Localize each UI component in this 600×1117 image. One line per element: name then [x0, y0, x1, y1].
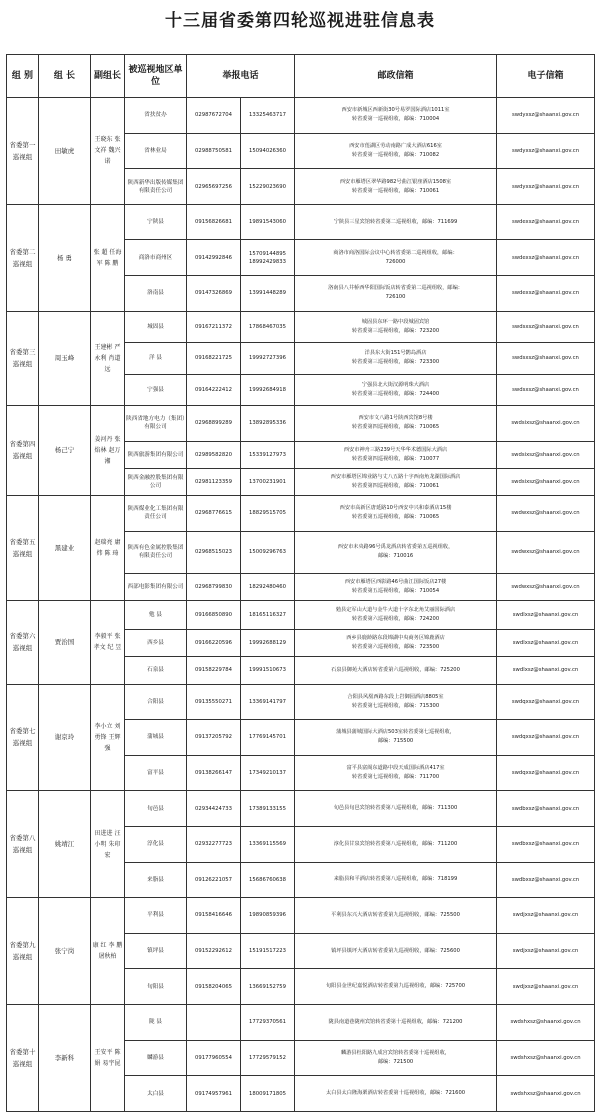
mail-cell [295, 343, 497, 374]
mobile-cell: 19992727396 [241, 343, 295, 374]
email-cell: swdwxsz@shaanxi.gov.cn [497, 531, 595, 573]
table-row [7, 898, 595, 934]
tel-cell: 09135550271 [187, 684, 241, 720]
mail-address: 淳化县甘泉宾馆转省委第八巡视组收，邮编：711200 [333, 840, 458, 847]
mobile-cell: 18292480460 [241, 573, 295, 600]
mail-address: 西乡县鹿龄路东段锦湖中央商务区锦鹿酒店 [346, 635, 445, 642]
deputy-cell: 王晓东 张文祥 魏兴诺 [91, 98, 125, 205]
unit-cell: 西部电影集团有限公司 [125, 573, 187, 600]
unit-cell: 陕西新华出版传媒集团有限责任公司 [125, 169, 187, 205]
email-cell: swdlxsz@shaanxi.gov.cn [497, 600, 595, 629]
email-cell: swdyxsz@shaanxi.gov.cn [497, 169, 595, 205]
mail-recipient: 转省委第四巡视组收，邮编：710065 [351, 424, 440, 431]
email-cell: swdexsz@shaanxi.gov.cn [497, 204, 595, 240]
email-cell: swdshxsz@shaanxi.gov.cn [497, 1040, 595, 1076]
mobile-cell: 18009171805 [241, 1076, 295, 1112]
leader-cell: 姚靖江 [39, 791, 91, 898]
group-name-cell: 省委第四巡视组 [7, 405, 39, 495]
mail-address: 西安市神舟三路239号天华华术德国际大酒店 [343, 446, 448, 453]
tel-cell: 02968799830 [187, 573, 241, 600]
tel-cell [187, 1005, 241, 1041]
mail-address: 洋县东大街151号鹮岛酒店 [364, 350, 427, 357]
mail-cell [295, 657, 497, 684]
mail-address: 旬邑县旬邑宾馆转省委第八巡视组收，邮编：711300 [333, 805, 458, 812]
email-cell: swdsixsz@shaanxi.gov.cn [497, 441, 595, 468]
mobile-cell: 18829515705 [241, 496, 295, 532]
unit-cell: 旬阳县 [125, 969, 187, 1005]
mobile-cell: 13991448289 [241, 276, 295, 312]
deputy-cell: 王安平 陈 娟 易宇昆 [91, 1005, 125, 1112]
tel-cell: 02988750581 [187, 133, 241, 169]
tel-cell: 02981123359 [187, 468, 241, 495]
mail-address: 西安市新城区西新街30号易罗国际酒店1011室 [341, 107, 450, 114]
mail-recipient: 转省委第六巡视组收，邮编：724200 [351, 615, 440, 622]
tel-cell: 02968776615 [187, 496, 241, 532]
header-mail: 邮政信箱 [295, 55, 497, 98]
tel-cell: 09142992846 [187, 240, 241, 276]
unit-cell: 平利县 [125, 898, 187, 934]
mail-cell [295, 496, 497, 532]
mobile-cell: 19992684918 [241, 374, 295, 405]
mail-address: 西安市雁塔区锦业路与丈八五路十字西南角龙湖国际酒店 [330, 473, 461, 480]
unit-cell: 勉 县 [125, 600, 187, 629]
mobile-cell: 17729370561 [241, 1005, 295, 1041]
unit-cell: 城固县 [125, 311, 187, 342]
mobile-cell: 15709144895 18992429833 [241, 240, 295, 276]
email-cell: swdjxsz@shaanxi.gov.cn [497, 933, 595, 969]
group-name-cell: 省委第五巡视组 [7, 496, 39, 601]
mobile-cell: 13369115569 [241, 826, 295, 862]
mail-cell [295, 1076, 497, 1112]
email-cell: swdsxsz@shaanxi.gov.cn [497, 311, 595, 342]
table-row [7, 684, 595, 720]
unit-cell: 洋 县 [125, 343, 187, 374]
table-row [7, 600, 595, 629]
header-phone: 举报电话 [187, 55, 295, 98]
tel-cell: 02989582820 [187, 441, 241, 468]
mobile-cell: 13700231901 [241, 468, 295, 495]
mail-address: 西安市雁塔区西影路46号曲江国际饭店27楼 [344, 578, 447, 585]
mail-cell [295, 969, 497, 1005]
mail-address: 西安市莲湖区劳动南路广成大酒店616室 [349, 142, 442, 149]
leader-cell: 贾治国 [39, 600, 91, 684]
unit-cell: 石泉县 [125, 657, 187, 684]
mobile-cell: 17349210137 [241, 755, 295, 791]
tel-cell: 09126221057 [187, 862, 241, 898]
email-cell: swdqxsz@shaanxi.gov.cn [497, 684, 595, 720]
email-cell: swdbxsz@shaanxi.gov.cn [497, 791, 595, 827]
tel-cell: 09137205792 [187, 720, 241, 756]
mail-cell [295, 276, 497, 312]
email-cell: swdjxsz@shaanxi.gov.cn [497, 898, 595, 934]
mail-recipient: 邮编：710016 [377, 553, 414, 560]
tel-cell: 02968899289 [187, 405, 241, 441]
group-name-cell: 省委第一巡视组 [7, 98, 39, 205]
mail-recipient: 邮编：715500 [377, 738, 414, 745]
mobile-cell: 13669152759 [241, 969, 295, 1005]
tel-cell: 09174957961 [187, 1076, 241, 1112]
unit-cell: 来脂县 [125, 862, 187, 898]
mobile-cell: 13892895336 [241, 405, 295, 441]
mail-cell [295, 468, 497, 495]
mail-cell [295, 441, 497, 468]
group-name-cell: 省委第六巡视组 [7, 600, 39, 684]
mail-recipient: 726100 [385, 294, 406, 301]
email-cell: swdjxsz@shaanxi.gov.cn [497, 969, 595, 1005]
mail-cell [295, 898, 497, 934]
leader-cell: 李新科 [39, 1005, 91, 1112]
header-leader: 组 长 [39, 55, 91, 98]
mail-address: 城固县东环一路中段城固宾馆 [361, 318, 430, 325]
deputy-cell: 康 红 李 鹏 屠秋柏 [91, 898, 125, 1005]
unit-cell: 陕西省地方电力（集团）有限公司 [125, 405, 187, 441]
header-row [7, 55, 595, 98]
email-cell: swdexsz@shaanxi.gov.cn [497, 240, 595, 276]
mail-address: 富平县富阁东道路中段天成国际酒店417室 [346, 765, 445, 772]
email-cell: swdbxsz@shaanxi.gov.cn [497, 862, 595, 898]
email-cell: swdexsz@shaanxi.gov.cn [497, 276, 595, 312]
email-cell: swdyxsz@shaanxi.gov.cn [497, 98, 595, 134]
mail-address: 麟游县杜阳路九成宫宾馆转省委第十巡视组收， [341, 1049, 450, 1056]
mail-cell [295, 600, 497, 629]
info-table [6, 54, 595, 1112]
mail-recipient: 转省委第四巡视组收，邮编：710061 [351, 482, 440, 489]
mail-address: 旬阳县金世纪嘉悦酒店转省委第九巡视组收，邮编：725700 [325, 983, 466, 990]
mail-recipient: 转省委第一巡视组收，邮编：710061 [351, 187, 440, 194]
mail-cell [295, 933, 497, 969]
mail-cell [295, 204, 497, 240]
mail-cell [295, 862, 497, 898]
unit-cell: 宁强县 [125, 374, 187, 405]
mobile-cell: 17389133155 [241, 791, 295, 827]
mail-address: 西安市雁塔区翠华路982号曲江银座酒店1508室 [339, 178, 452, 185]
tel-cell: 09152292612 [187, 933, 241, 969]
mail-cell [295, 374, 497, 405]
mail-cell [295, 826, 497, 862]
group-name-cell: 省委第十巡视组 [7, 1005, 39, 1112]
header-unit: 被巡视地区单位 [125, 55, 187, 98]
mail-address: 宁强县北大街汉源明珠大酒店 [361, 381, 430, 388]
unit-cell: 宁陕县 [125, 204, 187, 240]
mail-recipient: 转省委第一巡视组收，邮编：710082 [351, 151, 440, 158]
mail-cell [295, 240, 497, 276]
mobile-cell: 15686760638 [241, 862, 295, 898]
mail-cell [295, 133, 497, 169]
mail-address: 石泉县御苑大酒店转省委第六巡视组收，邮编：725200 [331, 666, 460, 673]
tel-cell: 02987672704 [187, 98, 241, 134]
mobile-cell: 15191517223 [241, 933, 295, 969]
mobile-cell: 17769145701 [241, 720, 295, 756]
mail-cell [295, 531, 497, 573]
mail-address: 蒲城县蒲城国际大酒店503室转省委第七巡视组收， [336, 729, 455, 736]
header-deputy: 副组长 [91, 55, 125, 98]
email-cell: swdshxsz@shaanxi.gov.cn [497, 1076, 595, 1112]
email-cell: swdsxsz@shaanxi.gov.cn [497, 343, 595, 374]
deputy-cell: 李毅平 张孝文 纪 昱 [91, 600, 125, 684]
group-name-cell: 省委第八巡视组 [7, 791, 39, 898]
tel-cell: 02968515023 [187, 531, 241, 573]
mail-address: 西安市高新区唐延路10号西安中兴和泰酒店15楼 [339, 505, 452, 512]
tel-cell: 09158204065 [187, 969, 241, 1005]
mail-cell [295, 720, 497, 756]
unit-cell: 陇 县 [125, 1005, 187, 1041]
email-cell: swdbxsz@shaanxi.gov.cn [497, 826, 595, 862]
mail-recipient: 转省委第七巡视组收，邮编：711700 [351, 774, 440, 781]
header-email: 电子信箱 [497, 55, 595, 98]
email-cell: swdsixsz@shaanxi.gov.cn [497, 468, 595, 495]
mail-recipient: 转省委第六巡视组收，邮编：723500 [351, 644, 440, 651]
table-row [7, 1005, 595, 1041]
mobile-cell: 19992688129 [241, 630, 295, 657]
mail-cell [295, 1005, 497, 1041]
leader-cell: 张宁岗 [39, 898, 91, 1005]
deputy-cell: 张 超 任海军 陈 鹏 [91, 204, 125, 311]
table-row [7, 98, 595, 134]
tel-cell: 02934424733 [187, 791, 241, 827]
mail-recipient: 转省委第七巡视组收，邮编：715300 [351, 702, 440, 709]
leader-cell: 田敏虎 [39, 98, 91, 205]
mail-address: 平利县东兴大酒店转省委第九巡视组收，邮编：725500 [331, 911, 460, 918]
deputy-cell: 田进进 汪小明 朱印宏 [91, 791, 125, 898]
mail-cell [295, 755, 497, 791]
email-cell: swdlxsz@shaanxi.gov.cn [497, 630, 595, 657]
email-cell: swdyxsz@shaanxi.gov.cn [497, 133, 595, 169]
mail-cell [295, 405, 497, 441]
leader-cell: 谢京玲 [39, 684, 91, 791]
tel-cell: 09156826681 [187, 204, 241, 240]
mail-recipient: 转省委第五巡视组收，邮编：710065 [351, 514, 440, 521]
mobile-cell: 15339127973 [241, 441, 295, 468]
email-cell: swdlxsz@shaanxi.gov.cn [497, 657, 595, 684]
deputy-cell: 李小立 刘勇锋 王辉强 [91, 684, 125, 791]
tel-cell: 09138266147 [187, 755, 241, 791]
page-title: 十三届省委第四轮巡视进驻信息表 [165, 11, 435, 31]
email-cell: swdqxsz@shaanxi.gov.cn [497, 720, 595, 756]
unit-cell: 西乡县 [125, 630, 187, 657]
mail-cell [295, 630, 497, 657]
email-cell: swdwxsz@shaanxi.gov.cn [497, 496, 595, 532]
mobile-cell: 15094026360 [241, 133, 295, 169]
unit-cell: 陕西旅游集团有限公司 [125, 441, 187, 468]
deputy-cell: 赵瑞亮 庸 炜 陈 琦 [91, 496, 125, 601]
mobile-cell: 19891543060 [241, 204, 295, 240]
unit-cell: 商洛市商州区 [125, 240, 187, 276]
mail-address: 西安市未央路96号禹龙酒店转省委第五巡视组收， [337, 544, 454, 551]
tel-cell: 09164222412 [187, 374, 241, 405]
mail-cell [295, 169, 497, 205]
mail-recipient: 转省委第三巡视组收，邮编：723200 [351, 327, 440, 334]
email-cell: swdshxsz@shaanxi.gov.cn [497, 1005, 595, 1041]
mail-address: 西安市文八路1号陕西宾馆8号楼 [358, 415, 433, 422]
mail-address: 来脂县和平酒店转省委第八巡视组收，邮编：718199 [333, 876, 458, 883]
mail-cell [295, 791, 497, 827]
mail-address: 洛南县八井桥西华阳国际饭店转省委第二巡视组收，邮编： [328, 285, 463, 292]
group-name-cell: 省委第二巡视组 [7, 204, 39, 311]
group-name-cell: 省委第三巡视组 [7, 311, 39, 405]
tel-cell: 09166850890 [187, 600, 241, 629]
mail-cell [295, 684, 497, 720]
tel-cell: 09167211372 [187, 311, 241, 342]
mail-recipient: 转省委第一巡视组收，邮编：710004 [351, 116, 440, 123]
group-name-cell: 省委第七巡视组 [7, 684, 39, 791]
group-name-cell: 省委第九巡视组 [7, 898, 39, 1005]
email-cell: swdwxsz@shaanxi.gov.cn [497, 573, 595, 600]
unit-cell: 太白县 [125, 1076, 187, 1112]
leader-cell: 杨己宁 [39, 405, 91, 495]
mail-cell [295, 573, 497, 600]
mail-recipient: 转省委第五巡视组收，邮编：710054 [351, 587, 440, 594]
mail-cell [295, 1040, 497, 1076]
tel-cell: 09147326869 [187, 276, 241, 312]
mobile-cell: 17868467035 [241, 311, 295, 342]
unit-cell: 合阳县 [125, 684, 187, 720]
mail-cell [295, 98, 497, 134]
table-row [7, 496, 595, 532]
unit-cell: 陕西金融控股集团有限公司 [125, 468, 187, 495]
unit-cell: 省扶贫办 [125, 98, 187, 134]
mail-recipient: 转省委第三巡视组收，邮编：724400 [351, 390, 440, 397]
mail-cell [295, 311, 497, 342]
email-cell: swdqxsz@shaanxi.gov.cn [497, 755, 595, 791]
mail-address: 合阳县风凰西路东段上岩御园酒店8805室 [347, 693, 444, 700]
mail-address: 勉县定军山大道与金牛大道十字东北角艾丽国际酒店 [335, 606, 456, 613]
leader-cell: 黑建业 [39, 496, 91, 601]
leader-cell: 杨 勇 [39, 204, 91, 311]
deputy-cell: 王建彬 严永利 肖道远 [91, 311, 125, 405]
unit-cell: 富平县 [125, 755, 187, 791]
mail-recipient: 726000 [385, 258, 406, 265]
unit-cell: 省林业局 [125, 133, 187, 169]
mail-recipient: 转省委第四巡视组收，邮编：710077 [351, 455, 440, 462]
tel-cell: 09158416646 [187, 898, 241, 934]
table-row [7, 405, 595, 441]
mail-address: 陇县南道巷陇州宾馆转省委第十巡视组收，邮编：721200 [328, 1018, 463, 1025]
header-group: 组 别 [7, 55, 39, 98]
unit-cell: 陕西有色金属控股集团有限责任公司 [125, 531, 187, 573]
unit-cell: 麟游县 [125, 1040, 187, 1076]
tel-cell: 02932277723 [187, 826, 241, 862]
unit-cell: 旬邑县 [125, 791, 187, 827]
email-cell: swdsxsz@shaanxi.gov.cn [497, 374, 595, 405]
email-cell: swdsixsz@shaanxi.gov.cn [497, 405, 595, 441]
mobile-cell: 15009296763 [241, 531, 295, 573]
mobile-cell: 17729579152 [241, 1040, 295, 1076]
mail-address: 宁陕县三星宾馆转省委第二巡视组收，邮编：711699 [333, 218, 458, 225]
tel-cell: 09166220596 [187, 630, 241, 657]
mail-address: 镇坪县镇坪大酒店转省委第九巡视组收，邮编：725600 [331, 947, 460, 954]
mail-recipient: 邮编：721500 [377, 1058, 414, 1065]
mail-address: 商洛市商洛国际会议中心转省委第二巡视组收，邮编： [333, 249, 458, 256]
deputy-cell: 姜河丹 张焰林 赵万湘 [91, 405, 125, 495]
unit-cell: 蒲城县 [125, 720, 187, 756]
tel-cell: 02965697256 [187, 169, 241, 205]
table-row [7, 791, 595, 827]
unit-cell: 镇坪县 [125, 933, 187, 969]
table-row [7, 204, 595, 240]
tel-cell: 09177960554 [187, 1040, 241, 1076]
mobile-cell: 15229023690 [241, 169, 295, 205]
unit-cell: 洛南县 [125, 276, 187, 312]
mobile-cell: 19991510673 [241, 657, 295, 684]
tel-cell: 09168221725 [187, 343, 241, 374]
mobile-cell: 13325463717 [241, 98, 295, 134]
mobile-cell: 19890859396 [241, 898, 295, 934]
mobile-cell: 18165116327 [241, 600, 295, 629]
mail-address: 太白县太白隆海栗酒店转省委第十巡视组收，邮编：721600 [325, 1090, 466, 1097]
leader-cell: 周玉峰 [39, 311, 91, 405]
mail-recipient: 转省委第三巡视组收，邮编：723300 [351, 359, 440, 366]
unit-cell: 淳化县 [125, 826, 187, 862]
table-row [7, 311, 595, 342]
unit-cell: 陕西煤业化工集团有限责任公司 [125, 496, 187, 532]
mobile-cell: 13369141797 [241, 684, 295, 720]
tel-cell: 09158229784 [187, 657, 241, 684]
